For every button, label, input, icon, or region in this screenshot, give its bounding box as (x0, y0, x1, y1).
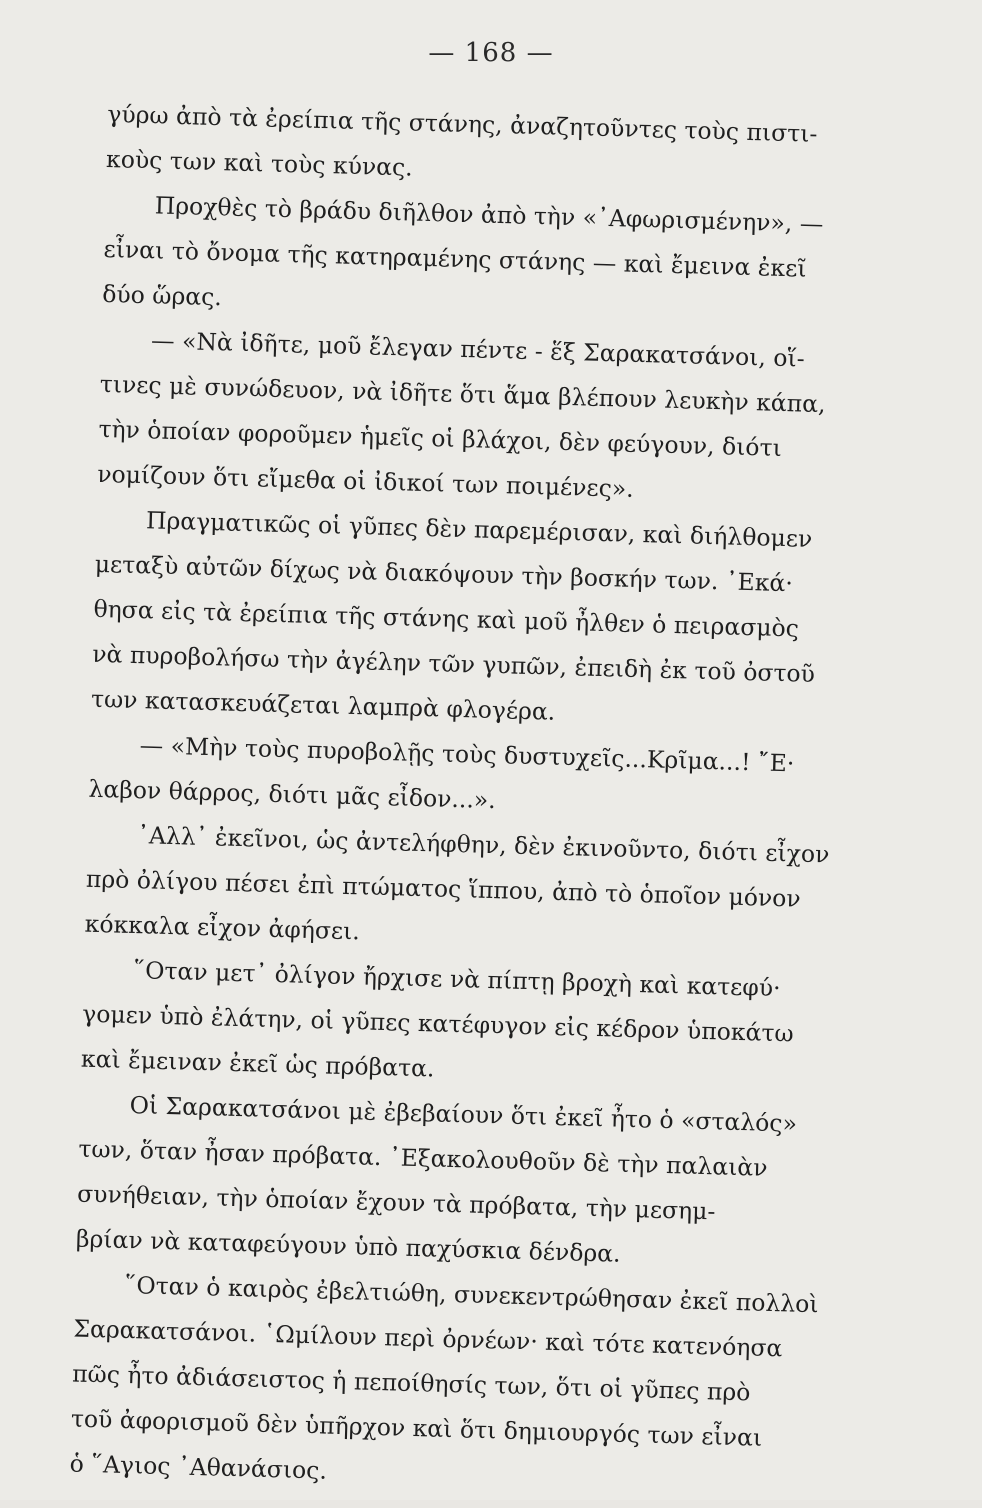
text-line: πῶς ἦτο ἀδιάσειστος ἡ πεποίθησίς των, ὅτι οἱ γῦπες πρὸ (71, 1359, 751, 1407)
text-line: τοῦ ἀφορισμοῦ δὲν ὑπῆρχον καὶ ὅτι δημιουργός των εἶναι (70, 1404, 763, 1452)
text-line: Σαρακατσάνοι. ῾Ωμίλουν περὶ ὀρνέων· καὶ τότε κατενόησα (73, 1314, 783, 1363)
text-line: ῞Οταν μετ᾿ ὀλίγον ἤρχισε νὰ πίπτῃ βροχὴ καὶ κατεφύ· (133, 956, 781, 1003)
text-line: ᾿Αλλ᾿ ἐκεῖνοι, ὡς ἀντελήφθην, δὲν ἐκινοῦντο, διότι εἶχον (136, 821, 830, 869)
text-line: των, ὅταν ἦσαν πρόβατα. ᾿Εξακολουθοῦν δὲ τὴν παλαιὰν (78, 1134, 768, 1182)
text-line: πρὸ ὀλίγου πέσει ἐπὶ πτώματος ἵππου, ἀπὸ τὸ ὁποῖον μόνον (85, 864, 802, 913)
text-line: δύο ὥρας. (101, 279, 223, 312)
text-line: κοὺς των καὶ τοὺς κύνας. (105, 144, 414, 182)
text-line: τὴν ὁποίαν φοροῦμεν ἡμεῖς οἱ βλάχοι, δὲν φεύγουν, διότι (98, 414, 783, 462)
text-line: ὁ ῞Αγιος ᾿Αθανάσιος. (69, 1449, 328, 1485)
text-line: συνήθειαν, τὴν ὁποίαν ἔχουν τὰ πρόβατα, τὴν μεσημ- (76, 1179, 716, 1226)
text-line: νομίζουν ὅτι εἴμεθα οἱ ἰδικοί των ποιμένες». (96, 459, 635, 503)
text-line: εἶναι τὸ ὄνομα τῆς κατηραμένης στάνης — καὶ ἔμεινα ἐκεῖ (103, 234, 807, 283)
text-line: τινες μὲ συνώδευον, νὰ ἰδῆτε ὅτι ἅμα βλέπουν λευκὴν κάπα, (99, 369, 826, 419)
page-number: — 168 — (428, 38, 554, 68)
text-line: ῞Οταν ὁ καιρὸς ἐβελτιώθη, συνεκεντρώθησαν ἐκεῖ πολλοὶ (124, 1270, 819, 1319)
text-line: λαβον θάρρος, διότι μᾶς εἶδον...». (88, 774, 497, 815)
text-line: βρίαν νὰ καταφεύγουν ὑπὸ παχύσκια δένδρα. (75, 1224, 621, 1268)
text-line: θησα εἰς τὰ ἐρείπια τῆς στάνης καὶ μοῦ ἦλθεν ὁ πειρασμὸς (93, 594, 800, 643)
text-line: των κατασκευάζεται λαμπρὰ φλογέρα. (90, 684, 556, 726)
text-line: κόκκαλα εἶχον ἀφήσει. (84, 909, 361, 946)
text-line: νὰ πυροβολήσω τὴν ἀγέλην τῶν γυπῶν, ἐπειδὴ ἐκ τοῦ ὀστοῦ (91, 639, 816, 688)
body-text (69, 92, 888, 1508)
text-line: μεταξὺ αὐτῶν δίχως νὰ διακόψουν τὴν βοσκήν των. ᾿Εκά· (94, 549, 794, 598)
text-line: γομεν ὑπὸ ἐλάτην, οἱ γῦπες κατέφυγον εἰς κέδρον ὑποκάτω (81, 999, 794, 1048)
text-line: καὶ ἔμειναν ἐκεῖ ὡς πρόβατα. (80, 1044, 435, 1083)
text-line: γύρω ἀπὸ τὰ ἐρείπια τῆς στάνης, ἀναζητοῦντες τοὺς πιστι- (106, 99, 818, 148)
text-line: Οἱ Σαρακατσάνοι μὲ ἐβεβαίουν ὅτι ἐκεῖ ἦτο ὁ «σταλός» (129, 1091, 798, 1138)
text-line: — «Νὰ ἰδῆτε, μοῦ ἔλεγαν πέντε - ἕξ Σαρακατσάνοι, οἵ- (150, 326, 806, 373)
text-line: Προχθὲς τὸ βράδυ διῆλθον ἀπὸ τὴν «᾿Αφωρισμένην», — (154, 191, 824, 239)
text-line: — «Μὴν τοὺς πυροβολῇς τοὺς δυστυχεῖς...Κρῖμα...! ῎Ε· (139, 731, 795, 778)
text-line: Πραγματικῶς οἱ γῦπες δὲν παρεμέρισαν, καὶ διήλθομεν (145, 506, 813, 553)
